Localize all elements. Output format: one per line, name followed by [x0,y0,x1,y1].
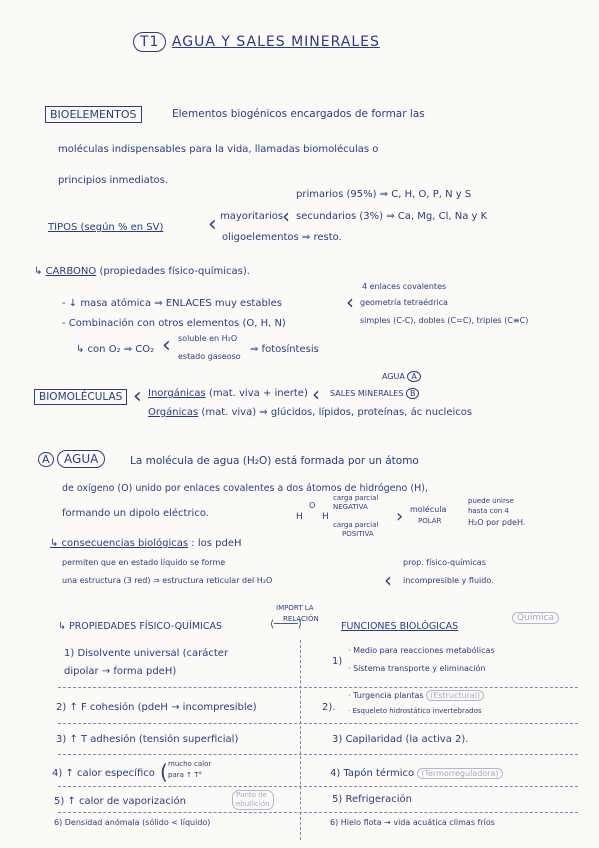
bioelementos-line2: moléculas indispensables para la vida, llamadas biomoléculas o [58,144,379,155]
h2o-pdh-label: H₂O por pdeH. [468,518,526,527]
polar-label: POLAR [418,517,442,525]
relacion-label: RELACIÓN [283,615,319,623]
func-5: 5) Refrigeración [332,794,412,805]
func-2-num: 2). [322,702,336,713]
secundarios: secundarios (3%) ⇒ Ca, Mg, Cl, Na y K [296,211,488,222]
func-1-num: 1) [332,656,343,667]
oxygen-label: O [309,501,316,510]
mayoritarios: mayoritarios [220,211,284,222]
func-6: 6) Hielo flota → vida acuática climas fríos [330,818,495,827]
carbono-combinacion: - Combinación con otros elementos (O, H, N) [62,318,286,329]
row-divider [58,812,578,813]
import-label: IMPORT LA [276,604,314,612]
agua-line3: formando un dipolo eléctrico. [62,508,209,519]
brace-mayoritarios: ‹ [282,204,290,228]
prop-4: 4) ↑ calor específico [52,768,155,779]
propiedades-header: ↳ PROPIEDADES FÍSICO-QUÍMICAS [58,621,222,632]
biomoleculas-inorganicas: Inorgánicas (mat. viva + inerte) [148,388,308,399]
func-4: 4) Tapón térmico (Termorreguladora) [330,768,503,779]
biomoleculas-organicas: Orgánicas (mat. viva) ⇒ glúcidos, lípidos, proteínas, ác nucleicos [148,407,473,418]
func-3: 3) Capilaridad (la activa 2). [332,734,469,745]
row-divider [58,754,578,755]
biomoleculas-agua: AGUA A [382,372,421,381]
consecuencias-line: ↳ consecuencias biológicas : los pdeH [50,538,242,549]
quimica-tag: Química [512,612,559,624]
carbono-soluble: soluble en H₂O [178,334,238,343]
topic-number: T1 [133,32,166,52]
biomoleculas-sales: SALES MINERALES B [330,389,419,398]
row-divider [58,687,578,688]
hydrogen-right-label: H [322,512,329,522]
carbono-geometria: geometría tetraédrica [360,298,448,307]
row-divider [58,786,578,787]
incompresible: incompresible y fluido. [403,576,494,585]
permiten-line2: una estructura (3 red) ⇒ estructura reticular del H₂O [62,576,273,585]
primarios: primarios (95%) ⇒ C, H, O, P, N y S [296,189,472,200]
func-2-line1: · Turgencia plantas (Estructural) [348,691,484,700]
brace-inorganicas: ‹ [312,382,320,406]
title-text: AGUA Y SALES MINERALES [171,34,380,50]
puede-label: puede unirse [468,497,514,505]
carbono-gaseoso: estado gaseoso [178,352,241,361]
paren-4: ( [160,760,168,784]
prop-4-paren1: mucho calor [168,760,212,768]
page-title [133,34,380,50]
prop-6: 6) Densidad anómala (sólido < líquido) [54,818,211,827]
tipos-label: TIPOS (según % en SV) [48,222,164,233]
oligoelementos: oligoelementos ⇒ resto. [222,232,342,243]
biomoleculas-label: BIOMOLÉCULAS [34,389,127,405]
prop-1-line1: 1) Disolvente universal (carácter [64,648,229,659]
carbono-con-o2: ↳ con O₂ ⇒ CO₂ [76,344,155,355]
hydrogen-left-label: H [296,512,303,522]
table-divider [300,640,301,840]
func-1-line1: · Medio para reacciones metabólicas [348,646,495,655]
agua-line2: de oxígeno (O) unido por enlaces covalentes a dos átomos de hidrógeno (H), [62,483,428,494]
gt-symbol: › [396,506,404,527]
brace-enlaces: ‹ [346,290,354,314]
agua-line1: La molécula de agua (H₂O) está formada por un átomo [130,455,419,467]
prop-1-line2: dipolar → forma pdeH) [64,666,177,677]
permiten-line1: permiten que en estado líquido se forme [62,558,226,567]
carbono-fotosintesis: ⇒ fotosíntesis [250,344,319,355]
brace-co2: ‹ [162,333,171,358]
carga-negativa-label: carga parcial [333,494,379,502]
brace-prop: ‹ [384,568,392,592]
molecula-label: molécula [410,505,447,514]
negativa-label: NEGATIVA [333,503,368,511]
double-arrow: ⟨────⟩ [270,619,302,630]
func-1-line2: · Sistema transporte y eliminación [348,664,486,673]
bioelementos-label: BIOELEMENTOS [45,106,142,123]
brace-tipos: ‹ [208,212,217,237]
brace-biomoleculas: ‹ [133,384,142,409]
carbono-masa: - ↓ masa atómica ⇒ ENLACES muy estables [62,298,282,309]
agua-heading: A AGUA [38,452,105,466]
enlaces-4: 4 enlaces covalentes [362,282,447,291]
funciones-header: FUNCIONES BIOLÓGICAS [341,621,459,632]
prop-5: 5) ↑ calor de vaporización [54,796,187,807]
prop-fq: prop. físico-químicas [403,558,486,567]
carbono-heading: ↳ CARBONO (propiedades físico-químicas). [34,266,250,277]
positiva-label: POSITIVA [342,530,374,538]
carbono-enlaces-tipos: simples (C-C), dobles (C=C), triples (C≡C) [360,316,529,325]
prop-2: 2) ↑ F cohesión (pdeH → incompresible) [56,702,257,713]
prop-4-paren2: para ↑ T° [168,771,202,779]
prop-3: 3) ↑ T adhesión (tensión superficial) [56,734,239,745]
func-2-line2: · Esqueleto hidrostático invertebrados [348,707,482,715]
row-divider [58,723,578,724]
bioelementos-line3: principios inmediatos. [58,175,169,186]
prop-5-paren: Punto de ebullición [232,790,274,810]
hasta-label: hasta con 4 [468,507,509,515]
carga-positiva-label: carga parcial [333,521,379,529]
bioelementos-line1: Elementos biogénicos encargados de formar las [172,108,425,120]
